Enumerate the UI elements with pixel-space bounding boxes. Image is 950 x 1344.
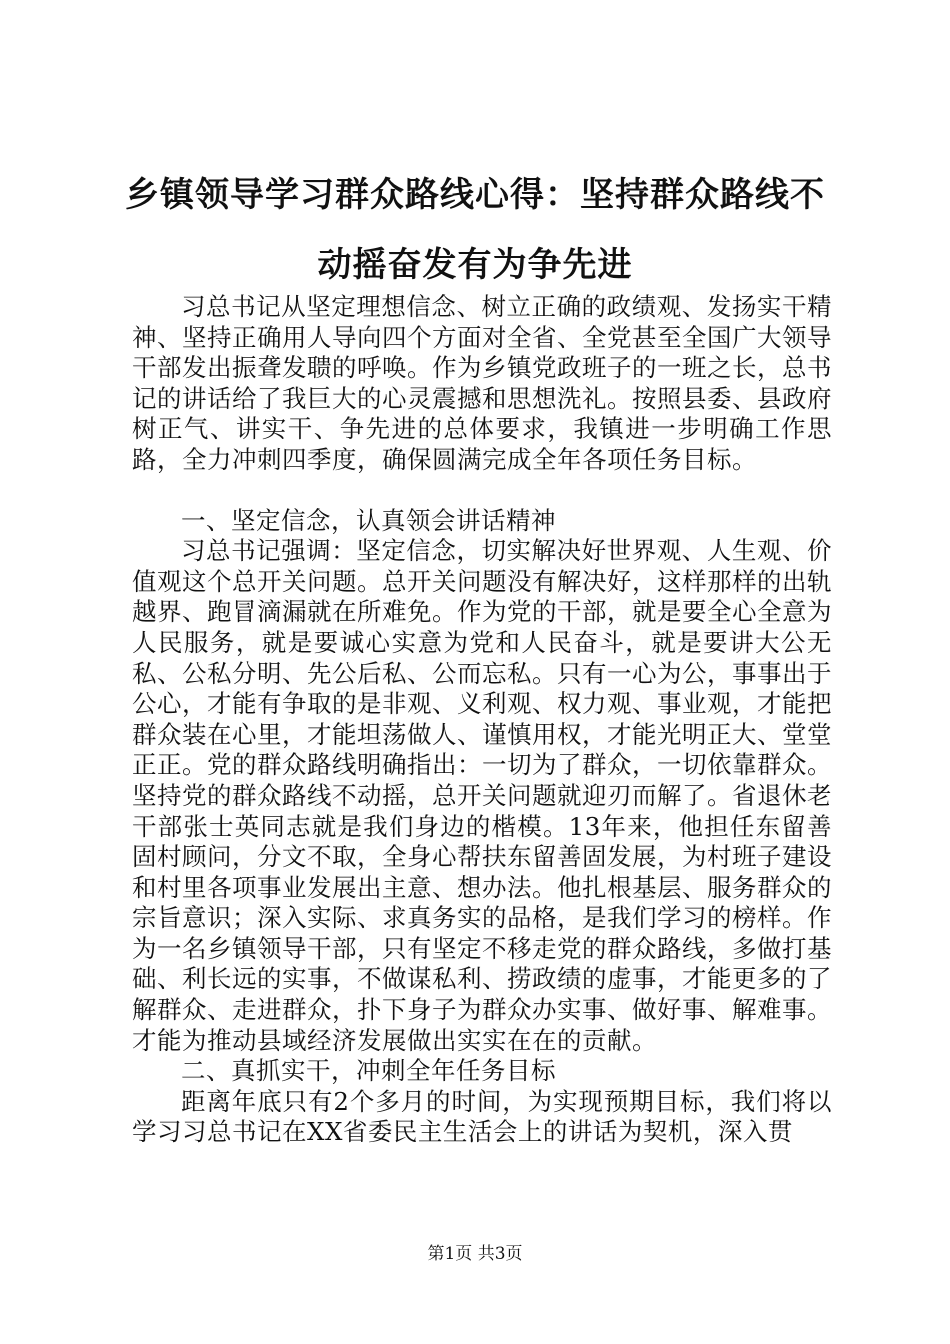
paragraph-intro: 习总书记从坚定理想信念、树立正确的政绩观、发扬实干精神、坚持正确用人导向四个方面对全省、全党甚至全国广大领导干部发出振聋发聩的呼唤。作为乡镇党政班子的一班之长，总书记的讲话给了我巨大的心灵震撼和思想洗礼。按照县委、县政府树正气、讲实干、争先进的总体要求，我镇进一步明确工作思路，全力冲刺四季度，确保圆满完成全年各项任务目标。: [132, 292, 832, 474]
section-heading-1: 一、坚定信念，认真领会讲话精神: [181, 505, 556, 535]
document-title: 乡镇领导学习群众路线心得：坚持群众路线不动摇奋发有为争先进: [125, 175, 825, 285]
page-footer: 第1页 共3页: [427, 1244, 523, 1264]
document-body: [132, 292, 832, 1148]
section-heading-2: 二、真抓实干，冲刺全年任务目标: [181, 1056, 556, 1086]
paragraph-section-2: 距离年底只有2个多月的时间，为实现预期目标，我们将以学习习总书记在XX省委民主生活会上的讲话为契机，深入贯: [132, 1086, 832, 1147]
paragraph-section-1: 习总书记强调：坚定信念，切实解决好世界观、人生观、价值观这个总开关问题。总开关问题没有解决好，这样那样的出轨越界、跑冒滴漏就在所难免。作为党的干部，就是要全心全意为人民服务，就是要诚心实意为党和人民奋斗，就是要讲大公无私、公私分明、先公后私、公而忘私。只有一心为公，事事出于公心，才能有争取的是非观、义利观、权力观、事业观，才能把群众装在心里，才能坦荡做人、谨慎用权，才能光明正大、堂堂正正。党的群众路线明确指出：一切为了群众，一切依靠群众。坚持党的群众路线不动摇，总开关问题就迎刃而解了。省退休老干部张士英同志就是我们身边的楷模。13年来，他担任东留善固村顾问，分文不取，全身心帮扶东留善固发展，为村班子建设和村里各项事业发展出主意、想办法。他扎根基层、服务群众的宗旨意识；深入实际、求真务实的品格，是我们学习的榜样。作为一名乡镇领导干部，只有坚定不移走党的群众路线，多做打基础、利长远的实事，不做谋私利、捞政绩的虚事，才能更多的了解群众、走进群众，扑下身子为群众办实事、做好事、解难事。才能为推动县域经济发展做出实实在在的贡献。: [132, 536, 832, 1055]
